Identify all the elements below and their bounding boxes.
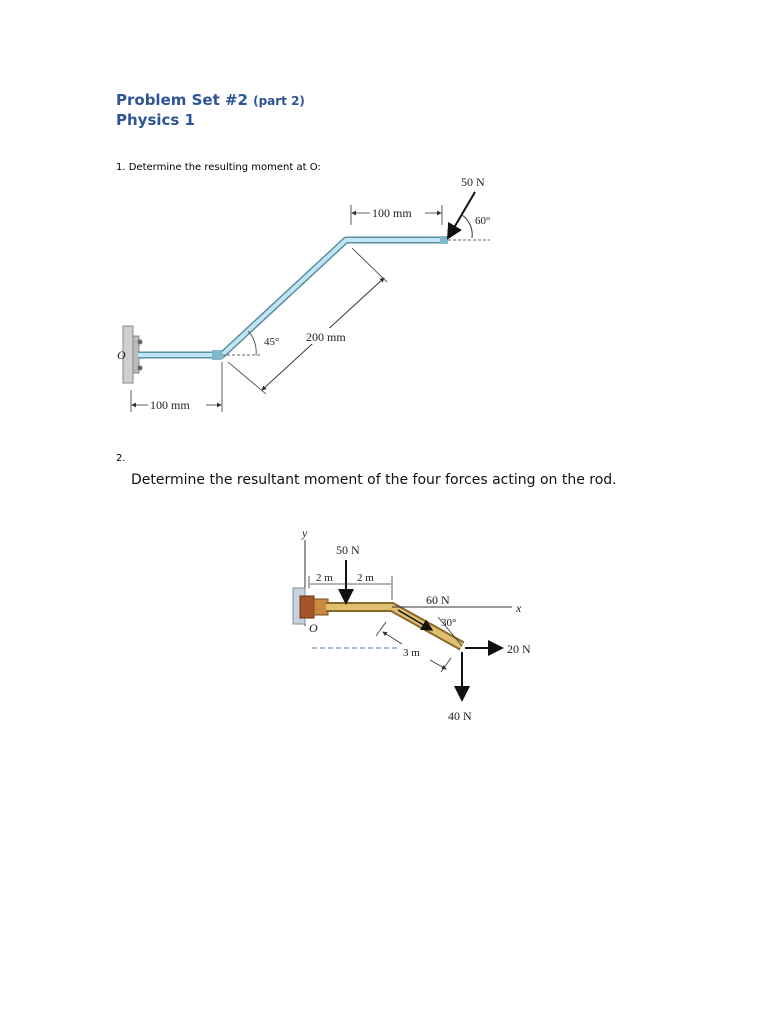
force-20-label: 20 N xyxy=(507,642,531,656)
top-length-label: 100 mm xyxy=(372,206,412,220)
angle-base-label: 45° xyxy=(264,336,280,348)
bottom-length-label: 100 mm xyxy=(150,398,190,412)
origin-label-1: O xyxy=(117,348,126,362)
title-main: Problem Set #2 xyxy=(116,91,248,109)
diag-length-label: 200 mm xyxy=(306,330,346,344)
problem2-prompt: Determine the resultant moment of the four forces acting on the rod. xyxy=(131,472,617,488)
problem2-number: 2. xyxy=(116,453,126,464)
force-60-label: 60 N xyxy=(426,593,450,607)
angle-force-label: 60° xyxy=(475,215,491,227)
y-axis-label: y xyxy=(302,526,308,540)
force-50-label: 50 N xyxy=(336,543,360,557)
x-axis-label: x xyxy=(516,601,522,615)
len-b-label: 2 m xyxy=(357,572,374,584)
len-c-label: 3 m xyxy=(403,647,420,659)
force-label: 50 N xyxy=(461,175,485,189)
course-subtitle: Physics 1 xyxy=(116,111,195,129)
angle-label: 30° xyxy=(441,617,457,629)
force-40-label: 40 N xyxy=(448,709,472,723)
len-a-label: 2 m xyxy=(316,572,333,584)
problem1-prompt: 1. Determine the resulting moment at O: xyxy=(116,162,321,173)
force-60n-arrow xyxy=(398,610,432,630)
wall-support-2 xyxy=(293,588,328,624)
title-part: (part 2) xyxy=(253,94,305,108)
origin-label-2: O xyxy=(309,621,318,635)
